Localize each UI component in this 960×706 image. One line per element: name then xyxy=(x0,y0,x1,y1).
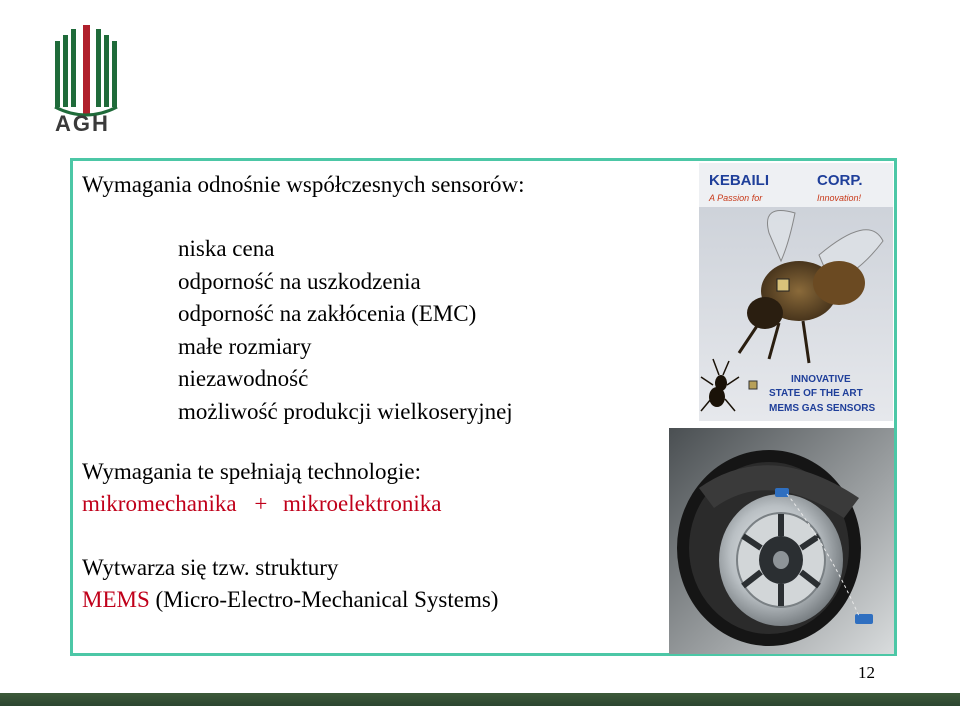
mems-line xyxy=(82,587,498,613)
agh-logo-text: AGH xyxy=(55,111,110,136)
list-item: odporność na uszkodzenia xyxy=(178,268,421,294)
list-item: odporność na zakłócenia (EMC) xyxy=(178,301,477,326)
slide-heading: Wymagania odnośnie współczesnych sensorów: xyxy=(82,172,525,197)
poster-line1: INNOVATIVE xyxy=(791,374,851,385)
agh-logo-emblem xyxy=(55,25,117,115)
mems-acronym: MEMS xyxy=(82,587,150,612)
requirements-list xyxy=(178,233,513,428)
poster-corp: CORP. xyxy=(817,172,863,189)
list-item: niska cena xyxy=(178,236,275,261)
receiver-module-icon xyxy=(855,614,873,624)
list-item: możliwość produkcji wielkoseryjnej xyxy=(178,398,513,424)
list-item: małe rozmiary xyxy=(178,333,312,359)
list-item: niezawodność xyxy=(178,366,309,391)
poster-line2: STATE OF THE ART xyxy=(769,388,863,399)
tire-pressure-sensor-image xyxy=(669,428,894,654)
poster-line3: MEMS GAS SENSORS xyxy=(769,403,876,414)
page-number: 12 xyxy=(858,663,875,682)
footer-band xyxy=(0,693,960,706)
sensor-chip-icon xyxy=(777,279,789,291)
poster-tagline-left: A Passion for xyxy=(709,193,763,203)
sensor-module-icon xyxy=(775,488,789,497)
technology-intro: Wymagania te spełniają technologie: xyxy=(82,459,422,484)
mems-gas-sensor-image xyxy=(699,163,893,421)
mems-intro: Wytwarza się tzw. struktury xyxy=(82,555,339,580)
mems-expansion: (Micro-Electro-Mechanical Systems) xyxy=(155,587,499,612)
technology-right: mikroelektronika xyxy=(283,491,442,516)
technology-line xyxy=(82,491,441,517)
tire-icon xyxy=(677,450,861,646)
technology-plus: + xyxy=(254,491,268,516)
poster-company: KEBAILI xyxy=(709,172,769,189)
technology-left: mikromechanika xyxy=(82,491,237,516)
poster-tagline-right: Innovation! xyxy=(817,193,862,203)
